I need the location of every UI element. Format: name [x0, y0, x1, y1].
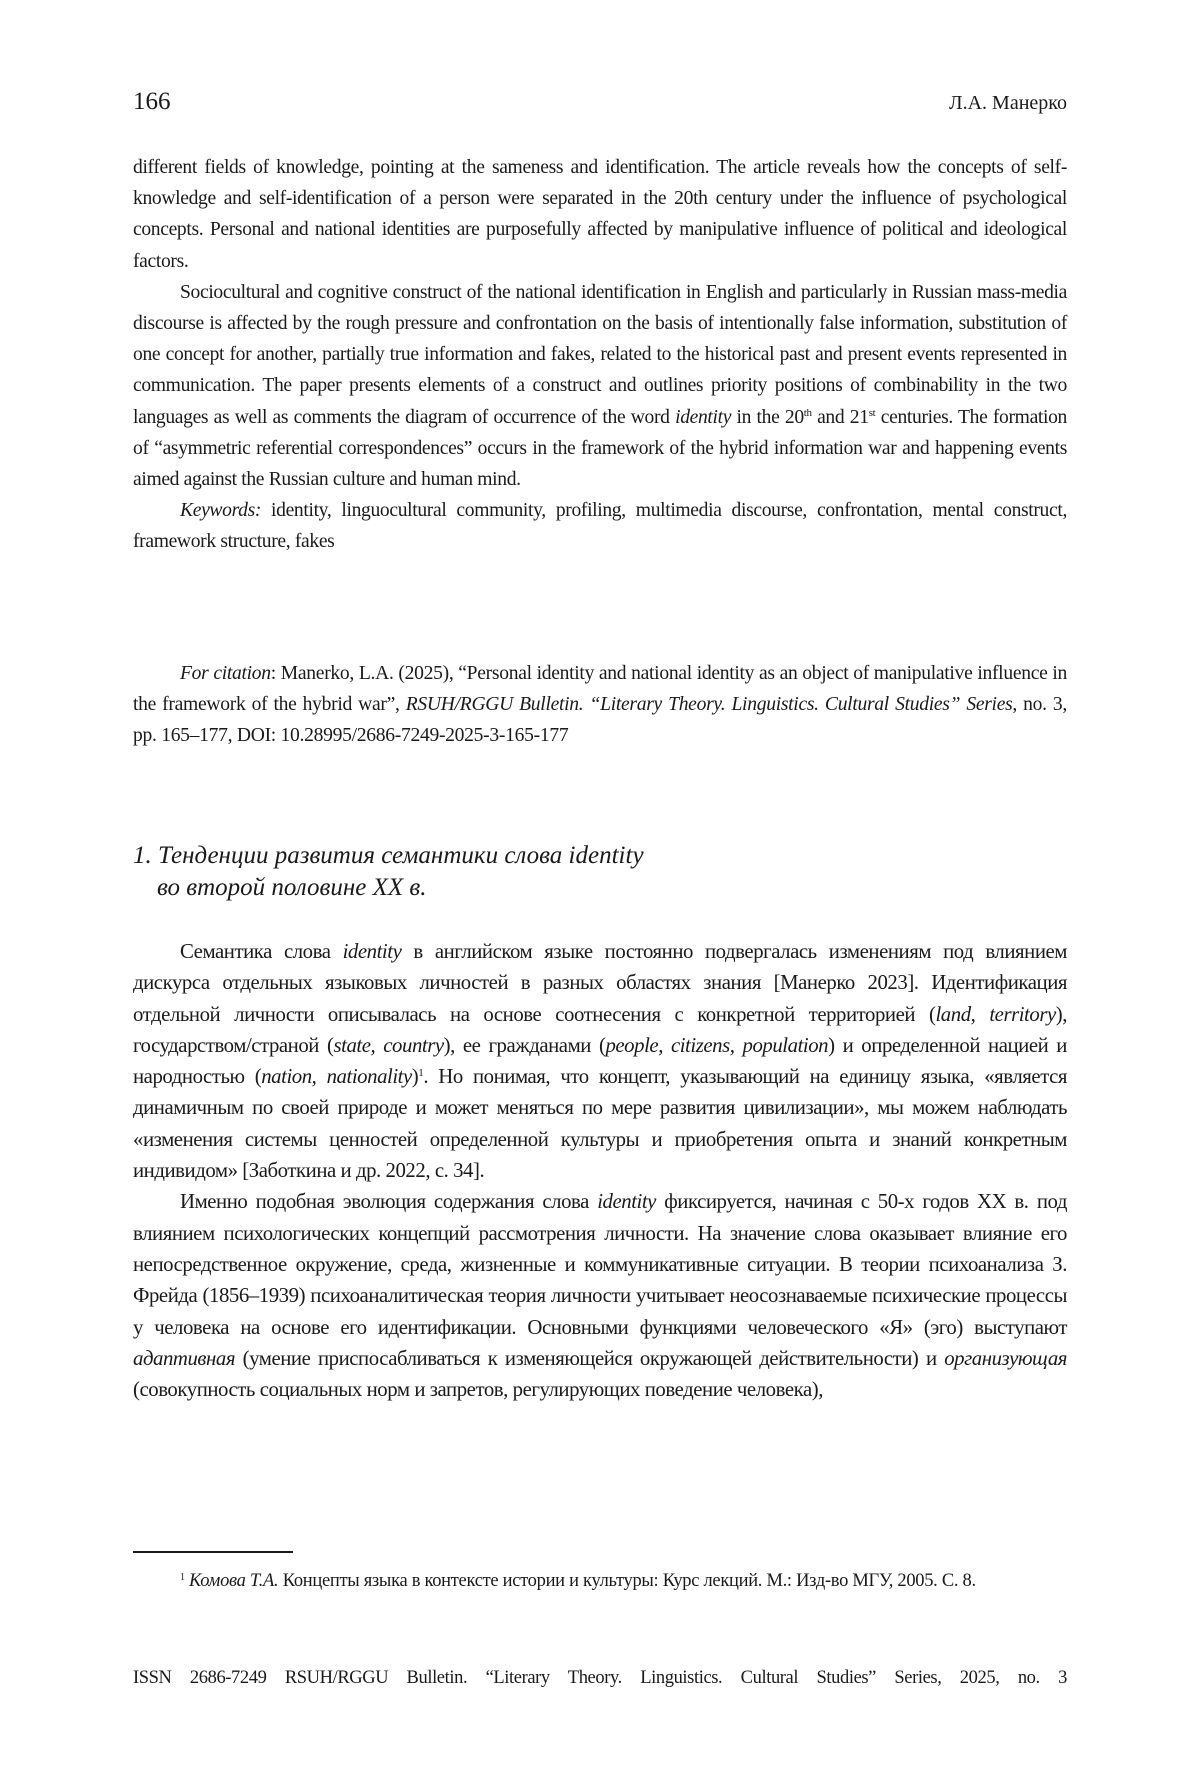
- footnote-number: 1: [180, 1572, 185, 1583]
- running-head: [133, 88, 1067, 116]
- citation-label: For citation: [180, 663, 271, 684]
- keywords-list: identity, linguocultural community, profiling, multimedia discourse, confrontation, mental construct, framework structure, fakes: [133, 500, 1067, 553]
- footnote: $^1$ Комова Т.А. Концепты языка в контексте истории и культуры: Курс лекций. М.: Изд-во МГУ, 2005. С. 8.: [180, 1571, 976, 1591]
- body-paragraph: Семантика слова identity в английском языке постоянно подвергалась изменениям под влиянием дискурса отдельных языковых личностей в разных областях знания [Манерко 2023]. Идентификация отдельной личности описывалась на основе соотнесения с конкретной территорией (land, territory), государством/страной (state, country), ее гражданами (people, citizens, population) и определенной нацией и народностью (nation, nationality)$^1$. Но понимая, что концепт, указывающий на единицу языка, «является динамичным по своей природе и может меняться по мере развития цивилизации», мы можем наблюдать «изменения системы ценностей определенной культуры и приобретения опыта и знаний конкретным индивидом» [Заботкина и др. 2022, с. 34].: [133, 940, 1067, 1183]
- abstract-paragraph: different fields of knowledge, pointing at the sameness and identification. The article reveals how the concepts of self-knowledge and self-identification of a person were separated in the 20th century under the influence of psychological concepts. Personal and national identities are purposefully affected by manipulative influence of political and ideological factors.: [133, 157, 1067, 272]
- emphasis: identity: [675, 406, 732, 428]
- running-footer: ISSN 2686-7249 RSUH/RGGU Bulletin. “Literary Theory. Linguistics. Cultural Studies” Series, 2025, no. 3: [133, 1668, 1067, 1688]
- keywords: [133, 495, 1067, 557]
- citation-block: For citation: Manerko, L.A. (2025), “Personal identity and national identity as an object of manipulative influence in the framework of the hybrid war”, RSUH/RGGU Bulletin. “Literary Theory. Linguistics. Cultural Studies” Series, no. 3, pp. 165–177, DOI: 10.28995/2686-7249-2025-3-165-177: [133, 663, 1068, 747]
- footnote-ref[interactable]: 1: [418, 1067, 424, 1080]
- body-text: [133, 936, 1067, 1405]
- abstract-paragraph: Sociocultural and cognitive construct of the national identification in English and particularly in Russian mass-media discourse is affected by the rough pressure and confrontation on the basis of intentionally false information, substitution of one concept for another, partially true information and fakes, related to the historical past and present events represented in communication. The paper presents elements of a construct and outlines priority positions of combinability in the two languages as well as comments the diagram of occurrence of the word identity in the 20th and 21st centuries. The formation of “asymmetric referential correspondences” occurs in the framework of the hybrid information war and happening events aimed against the Russian culture and human mind.: [133, 281, 1067, 491]
- footnote-divider: [133, 1551, 293, 1553]
- section-heading: 1. Тенденции развития семантики слова identity во второй половине XX в.: [133, 842, 644, 901]
- journal-title: RSUH/RGGU Bulletin. “Literary Theory. Linguistics. Cultural Studies” Series: [405, 694, 1013, 716]
- footnote-author: Комова Т.А.: [189, 1571, 279, 1591]
- page-number: 166: [133, 88, 171, 115]
- keywords-label: Keywords:: [180, 500, 262, 522]
- running-head-author: Л.А. Манерко: [949, 92, 1067, 114]
- body-paragraph: Именно подобная эволюция содержания слова identity фиксируется, начиная с 50-х годов XX в. под влиянием психологических концепций рассмотрения личности. На значение слова оказывает влияние его непосредственное окружение, среда, жизненные и коммуникативные ситуации. В теории психоанализа З. Фрейда (1856–1939) психоаналитическая теория личности учитывает неосознаваемые психические процессы у человека на основе его идентификации. Основными функциями человеческого «Я» (эго) выступают адаптивная (умение приспосабливаться к изменяющейся окружающей действительности) и организующая (совокупность социальных норм и запретов, регулирующих поведение человека),: [133, 1190, 1067, 1402]
- abstract: [133, 152, 1067, 558]
